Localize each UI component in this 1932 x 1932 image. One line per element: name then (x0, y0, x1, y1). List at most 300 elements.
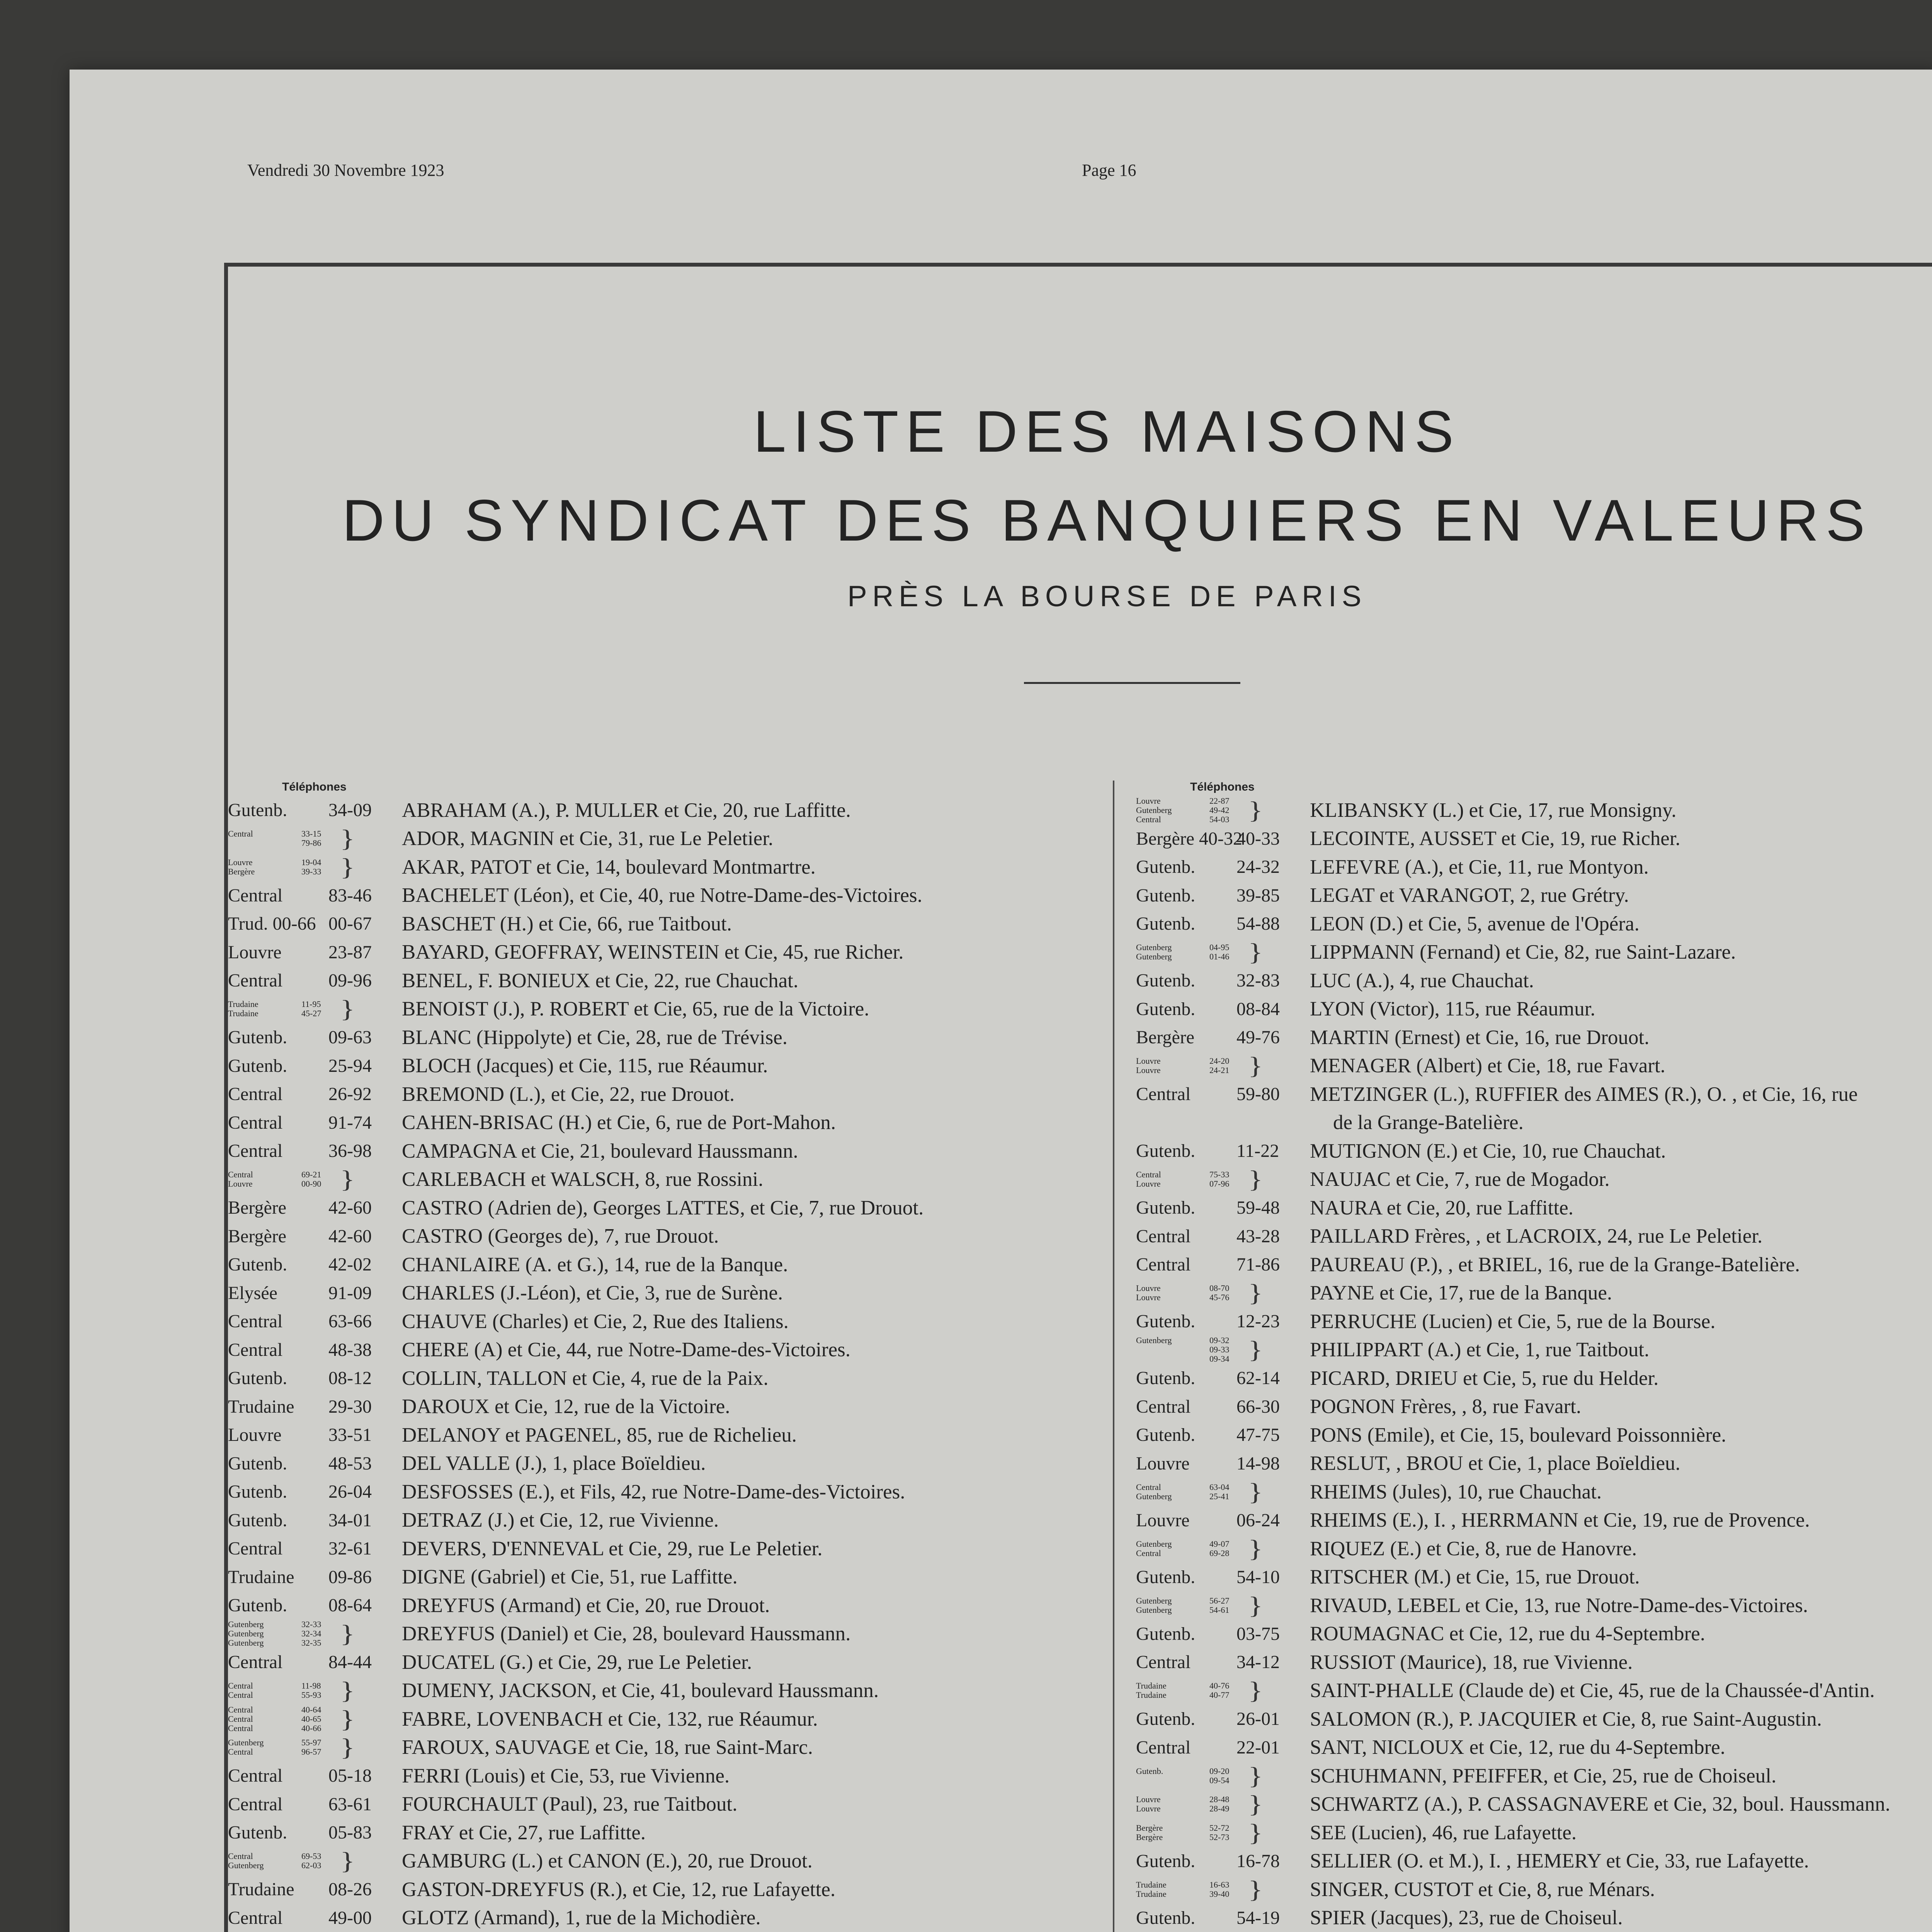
brace-icon: } (1248, 1592, 1263, 1619)
phone-number: 52-73 (1209, 1832, 1230, 1842)
telephone-line (1136, 1492, 1248, 1501)
brace-icon: } (340, 1620, 355, 1648)
phone-number: 62-03 (301, 1861, 321, 1871)
brace-icon: } (340, 1734, 355, 1761)
telephone (228, 1620, 402, 1648)
phone-number: 26-92 (328, 1084, 372, 1105)
telephone-line (1136, 1795, 1248, 1804)
phone-number: 69-53 (301, 1851, 321, 1861)
phone-number: 40-64 (301, 1704, 321, 1714)
phone-number: 83-46 (328, 885, 372, 906)
brace-icon: } (340, 825, 355, 852)
telephone-line (228, 1714, 340, 1724)
phone-number: 39-85 (1236, 885, 1280, 906)
telephone-stack (228, 858, 340, 876)
list-item (228, 1250, 1032, 1279)
telephone (1136, 998, 1310, 1020)
exchange: Gutenb. (228, 800, 287, 821)
list-item (1136, 1279, 1932, 1308)
telephone-stack (1136, 1596, 1248, 1615)
exchange: Central (228, 1538, 283, 1559)
firm-name: COLLIN, TALLON et Cie, 4, rue de la Paix. (402, 1367, 769, 1389)
list-item (1136, 1250, 1932, 1279)
telephone-line (228, 1690, 340, 1700)
telephone (1136, 1226, 1310, 1247)
telephone-stack (228, 829, 340, 848)
firm-name: DREYFUS (Armand) et Cie, 20, rue Drouot. (402, 1594, 770, 1617)
brace-icon: } (340, 1705, 355, 1733)
firm-name: RITSCHER (M.) et Cie, 15, rue Drouot. (1310, 1566, 1640, 1588)
telephone (228, 1679, 402, 1702)
list-item (228, 1279, 1032, 1308)
list-item (228, 1307, 1032, 1336)
telephone (228, 1197, 402, 1218)
phone-number: 96-57 (301, 1747, 321, 1757)
exchange: Bergère 40-32 (1136, 828, 1243, 849)
phone-number: 34-01 (328, 1510, 372, 1531)
list-item (1136, 1222, 1932, 1251)
telephone (228, 1651, 402, 1673)
telephone-stack (228, 1705, 340, 1733)
firm-name: ROUMAGNAC et Cie, 12, rue du 4-Septembre. (1310, 1622, 1706, 1645)
firm-name: DEVERS, D'ENNEVAL et Cie, 29, rue Le Peletier. (402, 1537, 823, 1560)
list-item (1136, 910, 1932, 938)
telephone (1136, 1850, 1310, 1872)
exchange: Central (228, 1170, 253, 1180)
telephone (228, 1367, 402, 1389)
exchange: Central (1136, 1170, 1161, 1180)
telephone (1136, 970, 1310, 991)
telephone (228, 1396, 402, 1417)
telephone (228, 855, 402, 879)
firm-name: FRAY et Cie, 27, rue Laffitte. (402, 1821, 646, 1844)
telephone-stack (228, 1620, 340, 1648)
exchange: Gutenberg (1136, 952, 1172, 962)
brace-icon: } (1248, 1876, 1263, 1903)
phone-number: 36-98 (328, 1141, 372, 1162)
firm-name: MENAGER (Albert) et Cie, 18, rue Favart. (1310, 1054, 1665, 1077)
telephone-line (228, 1638, 340, 1648)
telephone (228, 1112, 402, 1133)
column-divider (1113, 781, 1114, 1932)
phone-number: 32-34 (301, 1629, 321, 1639)
list-item (228, 938, 1032, 967)
telephone (1136, 1793, 1310, 1816)
telephone (228, 1595, 402, 1616)
telephone-line (228, 867, 340, 876)
brace-icon: } (1248, 796, 1263, 824)
phone-number: 39-33 (301, 866, 321, 876)
phone-number: 11-22 (1236, 1141, 1279, 1162)
firm-name: MUTIGNON (E.) et Cie, 10, rue Chauchat. (1310, 1139, 1666, 1162)
telephone-stack (228, 1000, 340, 1018)
phone-number: 52-72 (1209, 1823, 1230, 1833)
phone-number: 39-40 (1209, 1889, 1230, 1899)
exchange: Central (228, 1851, 253, 1861)
phone-number: 42-60 (328, 1226, 372, 1247)
firm-name: MARTIN (Ernest) et Cie, 16, rue Drouot. (1310, 1026, 1650, 1049)
firm-name: LEGAT et VARANGOT, 2, rue Grétry. (1310, 884, 1629, 907)
phone-number: 42-60 (328, 1197, 372, 1218)
firm-name: PAYNE et Cie, 17, rue de la Banque. (1310, 1282, 1612, 1304)
telephone-line (1136, 1549, 1248, 1558)
list-item (228, 1364, 1032, 1393)
exchange: Gutenb. (1136, 970, 1196, 991)
telephone-line (1136, 1596, 1248, 1605)
brace-icon: } (1248, 1478, 1263, 1505)
page-number: Page 16 (1082, 161, 1136, 180)
title-line-3: PRÈS LA BOURSE DE PARIS (847, 580, 1367, 613)
phone-number: 01-46 (1209, 952, 1230, 962)
exchange: Louvre (1136, 796, 1161, 806)
telephone (1136, 796, 1310, 824)
phones-header: Téléphones (1190, 781, 1255, 793)
firm-name: CAMPAGNA et Cie, 21, boulevard Haussmann. (402, 1139, 798, 1162)
list-item (1136, 1591, 1932, 1620)
member-list-right (1136, 781, 1932, 1932)
exchange: Central (228, 885, 283, 906)
exchange: Gutenb. (1136, 885, 1196, 906)
firm-name: LECOINTE, AUSSET et Cie, 19, rue Richer. (1310, 827, 1680, 850)
firm-name: GLOTZ (Armand), 1, rue de la Michodière. (402, 1906, 761, 1929)
firm-name: LIPPMANN (Fernand) et Cie, 82, rue Saint-Lazare. (1310, 941, 1736, 964)
firm-name: GASTON-DREYFUS (R.), et Cie, 12, rue Lafayette. (402, 1878, 836, 1901)
phone-number: 24-32 (1236, 857, 1280, 878)
exchange: Gutenb. (1136, 1623, 1196, 1644)
phone-number: 54-19 (1236, 1907, 1280, 1928)
exchange: Trud. 00-66 (228, 913, 316, 934)
firm-name: SALOMON (R.), P. JACQUIER et Cie, 8, rue Saint-Augustin. (1310, 1708, 1822, 1730)
phone-number: 40-33 (1236, 828, 1280, 849)
firm-name: AKAR, PATOT et Cie, 14, boulevard Montmartre. (402, 855, 816, 878)
exchange: Bergère (1136, 1823, 1163, 1833)
firm-name: SCHUHMANN, PFEIFFER, et Cie, 25, rue de Choiseul. (1310, 1764, 1777, 1787)
list-item (228, 1534, 1032, 1563)
firm-name: CARLEBACH et WALSCH, 8, rue Rossini. (402, 1168, 764, 1191)
exchange: Central (228, 1339, 283, 1360)
telephone-line (228, 1705, 340, 1714)
list-item (1136, 881, 1932, 910)
exchange: Gutenb. (228, 1510, 287, 1531)
telephone-stack (1136, 1284, 1248, 1302)
telephone-line (228, 829, 340, 838)
phone-number: 59-48 (1236, 1197, 1280, 1218)
phone-number: 48-38 (328, 1339, 372, 1360)
firm-name: DREYFUS (Daniel) et Cie, 28, boulevard Haussmann. (402, 1622, 851, 1645)
phone-number: 34-09 (328, 800, 372, 821)
phone-number: 00-67 (328, 913, 372, 934)
brace-icon: } (340, 1166, 355, 1193)
list-item (228, 1080, 1032, 1109)
telephone-stack (1136, 1795, 1248, 1813)
list-item (228, 1222, 1032, 1251)
phone-number: 09-96 (328, 970, 372, 991)
telephone (228, 1736, 402, 1759)
firm-name: CHAUVE (Charles) et Cie, 2, Rue des Italiens. (402, 1310, 789, 1333)
list-item (1136, 1534, 1932, 1563)
phone-number: 32-61 (328, 1538, 372, 1559)
exchange: Trudaine (228, 999, 259, 1009)
firm-name: CHANLAIRE (A. et G.), 14, rue de la Banque. (402, 1253, 788, 1276)
phone-number: 05-18 (328, 1765, 372, 1786)
brace-icon: } (1248, 1819, 1263, 1846)
phone-number: 16-78 (1236, 1850, 1280, 1871)
firm-name: PAILLARD Frères, , et LACROIX, 24, rue Le Peletier. (1310, 1225, 1763, 1248)
list-item (228, 1677, 1032, 1705)
phone-number: 16-63 (1209, 1879, 1230, 1889)
phone-number: 29-30 (328, 1396, 372, 1417)
telephone-line (1136, 1066, 1248, 1075)
firm-name: RIVAUD, LEBEL et Cie, 13, rue Notre-Dame-des-Victoires. (1310, 1594, 1808, 1617)
list-item (1136, 1194, 1932, 1222)
exchange: Trudaine (228, 1879, 294, 1900)
telephone (1136, 1907, 1310, 1929)
exchange: Bergère (1136, 1832, 1163, 1842)
firm-name: DUCATEL (G.) et Cie, 29, rue Le Peletier. (402, 1651, 752, 1673)
exchange: Trudaine (1136, 1889, 1167, 1899)
list-item (228, 796, 1032, 825)
phone-number: 09-32 (1209, 1335, 1230, 1345)
list-item (1136, 1733, 1932, 1762)
firm-name: RESLUT, , BROU et Cie, 1, place Boïeldieu. (1310, 1452, 1680, 1475)
firm-name: BACHELET (Léon), et Cie, 40, rue Notre-Dame-des-Victoires. (402, 884, 922, 907)
exchange: Gutenb. (228, 1822, 287, 1843)
telephone (228, 1907, 402, 1929)
exchange: Gutenb. (1136, 913, 1196, 934)
exchange: Louvre (228, 1425, 282, 1446)
telephone-line (228, 1724, 340, 1733)
exchange: Bergère (228, 1197, 287, 1218)
telephone (228, 1481, 402, 1502)
brace-icon: } (1248, 1535, 1263, 1562)
exchange: Central (228, 1907, 283, 1928)
exchange: Central (228, 1084, 283, 1105)
telephone (228, 1168, 402, 1191)
list-item (228, 1478, 1032, 1506)
firm-name: GAMBURG (L.) et CANON (E.), 20, rue Drouot. (402, 1850, 813, 1872)
phone-number: 69-28 (1209, 1548, 1230, 1558)
phone-number: 71-86 (1236, 1254, 1280, 1275)
telephone-line (228, 1009, 340, 1018)
firm-name: DAROUX et Cie, 12, rue de la Victoire. (402, 1395, 730, 1418)
phone-number: 42-02 (328, 1254, 372, 1275)
firm-name: SCHWARTZ (A.), P. CASSAGNAVERE et Cie, 32, boul. Haussmann. (1310, 1793, 1890, 1816)
list-item (228, 881, 1032, 910)
list-item (228, 1137, 1032, 1165)
telephone-line (1136, 1776, 1248, 1785)
list-item (1136, 853, 1932, 881)
list-item (228, 1705, 1032, 1733)
exchange: Trudaine (1136, 1879, 1167, 1889)
phone-number: 69-21 (301, 1170, 321, 1180)
telephone (1136, 940, 1310, 964)
list-item (228, 1449, 1032, 1478)
list-item (228, 910, 1032, 938)
firm-name: FAROUX, SAUVAGE et Cie, 18, rue Saint-Marc. (402, 1736, 813, 1759)
firm-name: ADOR, MAGNIN et Cie, 31, rue Le Peletier. (402, 827, 774, 850)
telephone (228, 1282, 402, 1304)
phone-number: 08-70 (1209, 1283, 1230, 1293)
exchange: Trudaine (228, 1396, 294, 1417)
firm-name: BENOIST (J.), P. ROBERT et Cie, 65, rue de la Victoire. (402, 998, 869, 1020)
list-item (1136, 1762, 1932, 1790)
exchange: Gutenberg (1136, 1539, 1172, 1549)
exchange: Louvre (1136, 1283, 1161, 1293)
phone-number: 49-76 (1236, 1027, 1280, 1048)
exchange: Louvre (1136, 1065, 1161, 1075)
phone-number: 32-35 (301, 1638, 321, 1648)
list-item (1136, 1478, 1932, 1506)
exchange: Central (1136, 1226, 1191, 1247)
exchange: Gutenb. (1136, 1311, 1196, 1332)
exchange (1136, 1354, 1209, 1364)
firm-name: PAUREAU (P.), , et BRIEL, 16, rue de la Grange-Batelière. (1310, 1253, 1800, 1276)
telephone (228, 1083, 402, 1105)
exchange: Central (1136, 1652, 1191, 1673)
telephone (228, 1566, 402, 1588)
list-item (1136, 1506, 1932, 1535)
exchange: Central (1136, 1396, 1191, 1417)
telephone (1136, 1083, 1310, 1105)
firm-name: CASTRO (Georges de), 7, rue Drouot. (402, 1225, 719, 1248)
list-item (1136, 796, 1932, 825)
telephone (1136, 1311, 1310, 1332)
telephone-line (228, 1852, 340, 1861)
exchange: Central (228, 970, 283, 991)
list-item (228, 1023, 1032, 1052)
telephone-stack (1136, 1483, 1248, 1501)
telephone (228, 799, 402, 821)
phone-number: 22-01 (1236, 1737, 1280, 1758)
list-item (1136, 1563, 1932, 1592)
phone-number: 54-03 (1209, 814, 1230, 824)
list-item (1136, 1790, 1932, 1819)
telephone-line (1136, 1539, 1248, 1549)
phone-number: 09-34 (1209, 1354, 1230, 1364)
telephone (1136, 1254, 1310, 1275)
firm-name: LUC (A.), 4, rue Chauchat. (1310, 969, 1534, 992)
firm-name: PHILIPPART (A.) et Cie, 1, rue Taitbout. (1310, 1338, 1650, 1361)
telephone-line (1136, 1889, 1248, 1899)
exchange: Central (228, 1112, 283, 1133)
brace-icon: } (340, 1677, 355, 1704)
exchange (1136, 1345, 1209, 1354)
phone-number: 47-75 (1236, 1425, 1280, 1446)
list-item (228, 1506, 1032, 1535)
exchange (228, 838, 301, 848)
firm-name: METZINGER (L.), RUFFIER des AIMES (R.), O. , et Cie, 16, rue (1310, 1083, 1858, 1105)
telephone (1136, 1367, 1310, 1389)
exchange: Gutenb. (228, 1453, 287, 1474)
firm-name: RHEIMS (Jules), 10, rue Chauchat. (1310, 1480, 1602, 1503)
telephone-line (1136, 952, 1248, 961)
list-item (1136, 1818, 1932, 1847)
telephone-stack (228, 1852, 340, 1870)
telephone-line (1136, 1605, 1248, 1615)
telephone-stack (1136, 943, 1248, 961)
telephone (1136, 1279, 1310, 1307)
telephone-line (1136, 1293, 1248, 1302)
phone-number: 63-66 (328, 1311, 372, 1332)
exchange: Bergère (228, 866, 255, 876)
exchange: Gutenberg (1136, 942, 1172, 952)
list-item (1136, 1023, 1932, 1052)
list-item (1136, 825, 1932, 853)
firm-name: FOURCHAULT (Paul), 23, rue Taitbout. (402, 1793, 738, 1816)
exchange: Central (1136, 1482, 1161, 1492)
phone-number: 03-75 (1236, 1623, 1280, 1644)
phone-number: 66-30 (1236, 1396, 1280, 1417)
phone-number: 43-28 (1236, 1226, 1280, 1247)
brace-icon: } (1248, 1336, 1263, 1364)
phone-number: 79-86 (301, 838, 321, 848)
firm-name: SANT, NICLOUX et Cie, 12, rue du 4-Septembre. (1310, 1736, 1726, 1759)
telephone (1136, 1764, 1310, 1787)
telephone (1136, 1197, 1310, 1218)
phone-number: 12-23 (1236, 1311, 1280, 1332)
firm-name: NAURA et Cie, 20, rue Laffitte. (1310, 1196, 1573, 1219)
telephone (228, 1027, 402, 1048)
list-item (228, 853, 1032, 881)
brace-icon: } (1248, 1791, 1263, 1818)
list-item (1136, 938, 1932, 967)
list-item (1136, 1052, 1932, 1080)
telephone-line (1136, 1336, 1248, 1345)
telephone (228, 1254, 402, 1275)
phone-number: 14-98 (1236, 1453, 1280, 1474)
exchange: Gutenb. (228, 1027, 287, 1048)
exchange: Central (228, 1681, 253, 1691)
telephone (1136, 913, 1310, 934)
firm-name: BAYARD, GEOFFRAY, WEINSTEIN et Cie, 45, rue Richer. (402, 941, 904, 964)
telephone (1136, 1396, 1310, 1417)
firm-name: RIQUEZ (E.) et Cie, 8, rue de Hanovre. (1310, 1537, 1637, 1560)
phone-number: 24-20 (1209, 1056, 1230, 1066)
exchange: Gutenberg (228, 1738, 264, 1748)
list-item (228, 1591, 1032, 1620)
title-rule (1024, 682, 1240, 684)
exchange: Gutenberg (1136, 805, 1172, 815)
firm-name: DIGNE (Gabriel) et Cie, 51, rue Laffitte. (402, 1566, 738, 1588)
telephone (228, 1226, 402, 1247)
telephone (228, 1510, 402, 1531)
list-item (1136, 1137, 1932, 1165)
telephone (1136, 885, 1310, 906)
telephone (1136, 1027, 1310, 1048)
phone-number: 00-90 (301, 1179, 321, 1189)
phone-number: 40-77 (1209, 1690, 1230, 1700)
phone-number: 04-95 (1209, 942, 1230, 952)
list-item (228, 1109, 1032, 1137)
list-item (228, 1336, 1032, 1364)
firm-name: FERRI (Louis) et Cie, 53, rue Vivienne. (402, 1764, 730, 1787)
exchange: Bergère (1136, 1027, 1195, 1048)
phone-number: 11-95 (301, 999, 321, 1009)
exchange: Louvre (1136, 1179, 1161, 1189)
telephone (228, 1453, 402, 1474)
telephone (228, 1538, 402, 1559)
telephone (1136, 1424, 1310, 1446)
title-line-2: DU SYNDICAT DES BANQUIERS EN VALEURS (342, 488, 1872, 553)
exchange: Central (1136, 1084, 1191, 1105)
list-item (1136, 1336, 1932, 1364)
telephone-line (1136, 1056, 1248, 1066)
telephone-stack (1136, 1880, 1248, 1899)
telephone-line (1136, 1833, 1248, 1842)
exchange: Gutenb. (1136, 1907, 1196, 1928)
firm-name: ABRAHAM (A.), P. MULLER et Cie, 20, rue Laffitte. (402, 799, 851, 821)
firm-name: BASCHET (H.) et Cie, 66, rue Taitbout. (402, 912, 732, 935)
